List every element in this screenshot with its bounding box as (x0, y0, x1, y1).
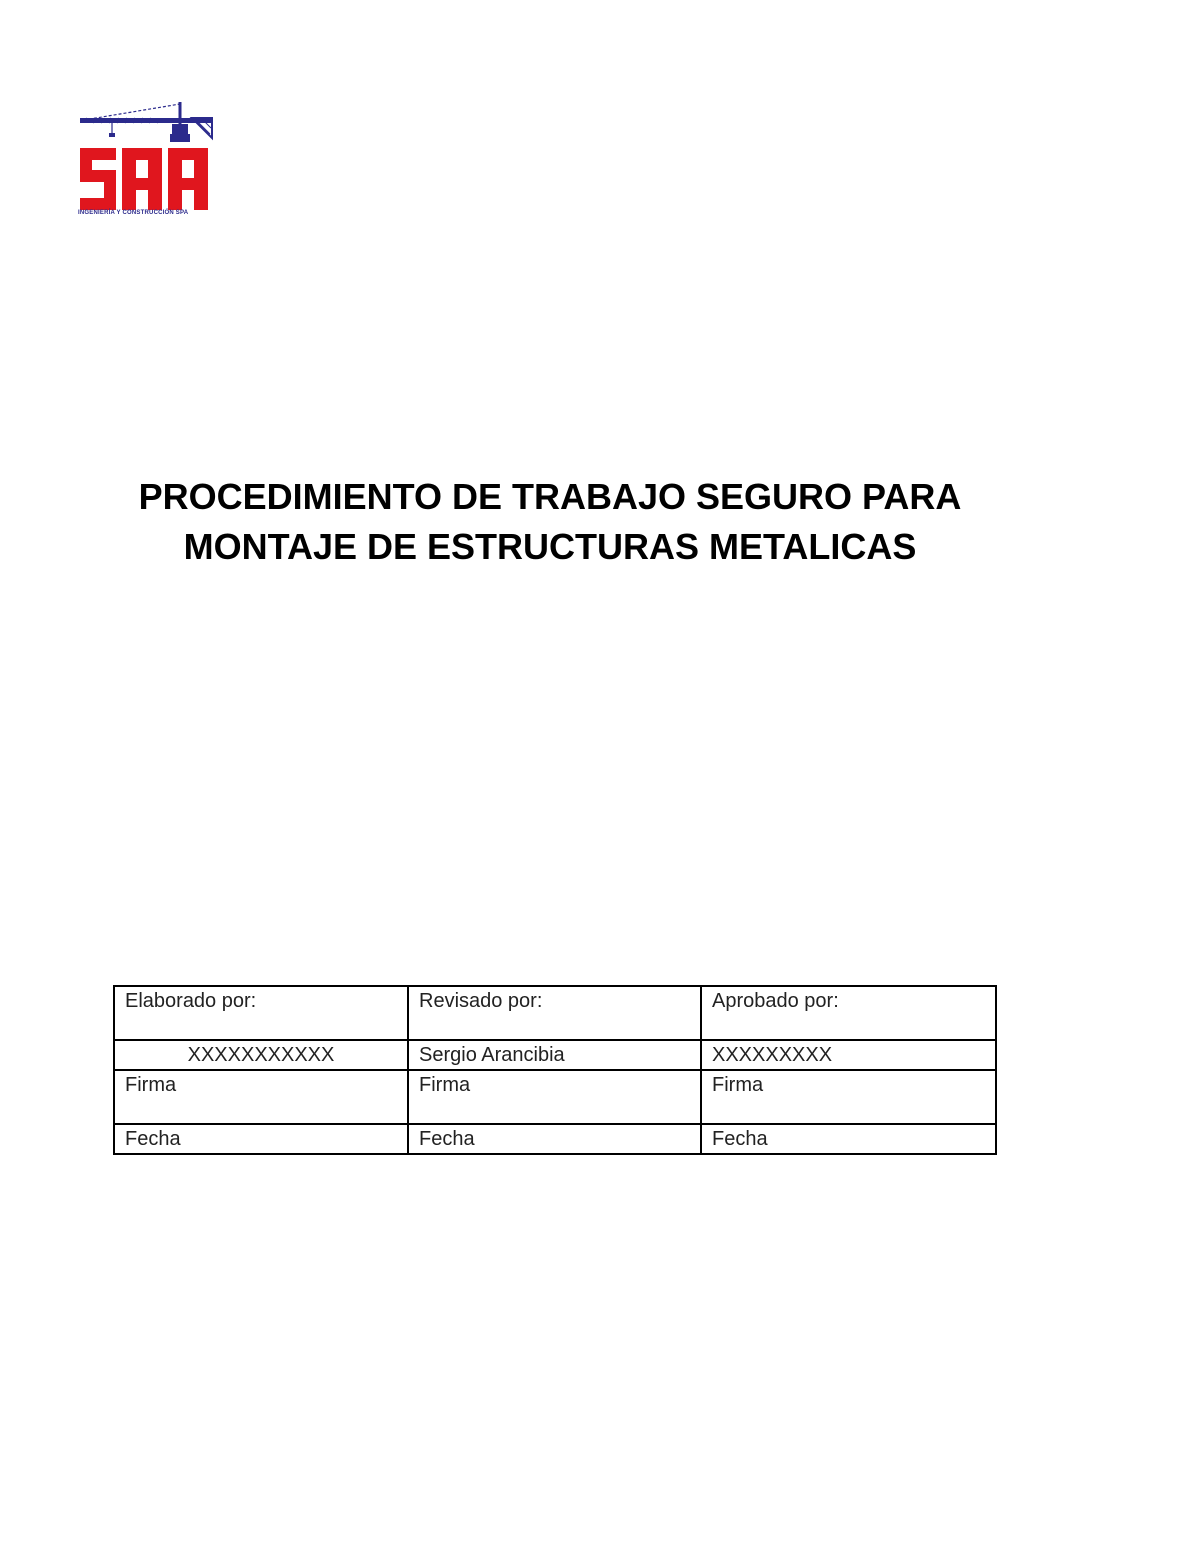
elaborated-date-label: Fecha (114, 1124, 408, 1154)
reviewed-by-label: Revisado por: (408, 986, 701, 1040)
elaborated-by-name: XXXXXXXXXXX (114, 1040, 408, 1070)
reviewed-by-name: Sergio Arancibia (408, 1040, 701, 1070)
elaborated-signature-label: Firma (114, 1070, 408, 1124)
logo-tagline: INGENIERÍA Y CONSTRUCCIÓN SPA (78, 210, 189, 216)
document-title (0, 472, 1100, 572)
approved-signature-label: Firma (701, 1070, 996, 1124)
table-row (114, 1040, 996, 1070)
table-row (114, 1070, 996, 1124)
approval-table (113, 985, 997, 1155)
title-line-2: MONTAJE DE ESTRUCTURAS METALICAS (183, 526, 917, 567)
approved-by-label: Aprobado por: (701, 986, 996, 1040)
table-row (114, 1124, 996, 1154)
approved-by-name: XXXXXXXXX (701, 1040, 996, 1070)
crane-logo-icon (76, 98, 218, 222)
reviewed-signature-label: Firma (408, 1070, 701, 1124)
company-logo (76, 98, 218, 222)
elaborated-by-label: Elaborado por: (114, 986, 408, 1040)
reviewed-date-label: Fecha (408, 1124, 701, 1154)
table-row (114, 986, 996, 1040)
title-line-1: PROCEDIMIENTO DE TRABAJO SEGURO PARA (138, 476, 962, 517)
approved-date-label: Fecha (701, 1124, 996, 1154)
